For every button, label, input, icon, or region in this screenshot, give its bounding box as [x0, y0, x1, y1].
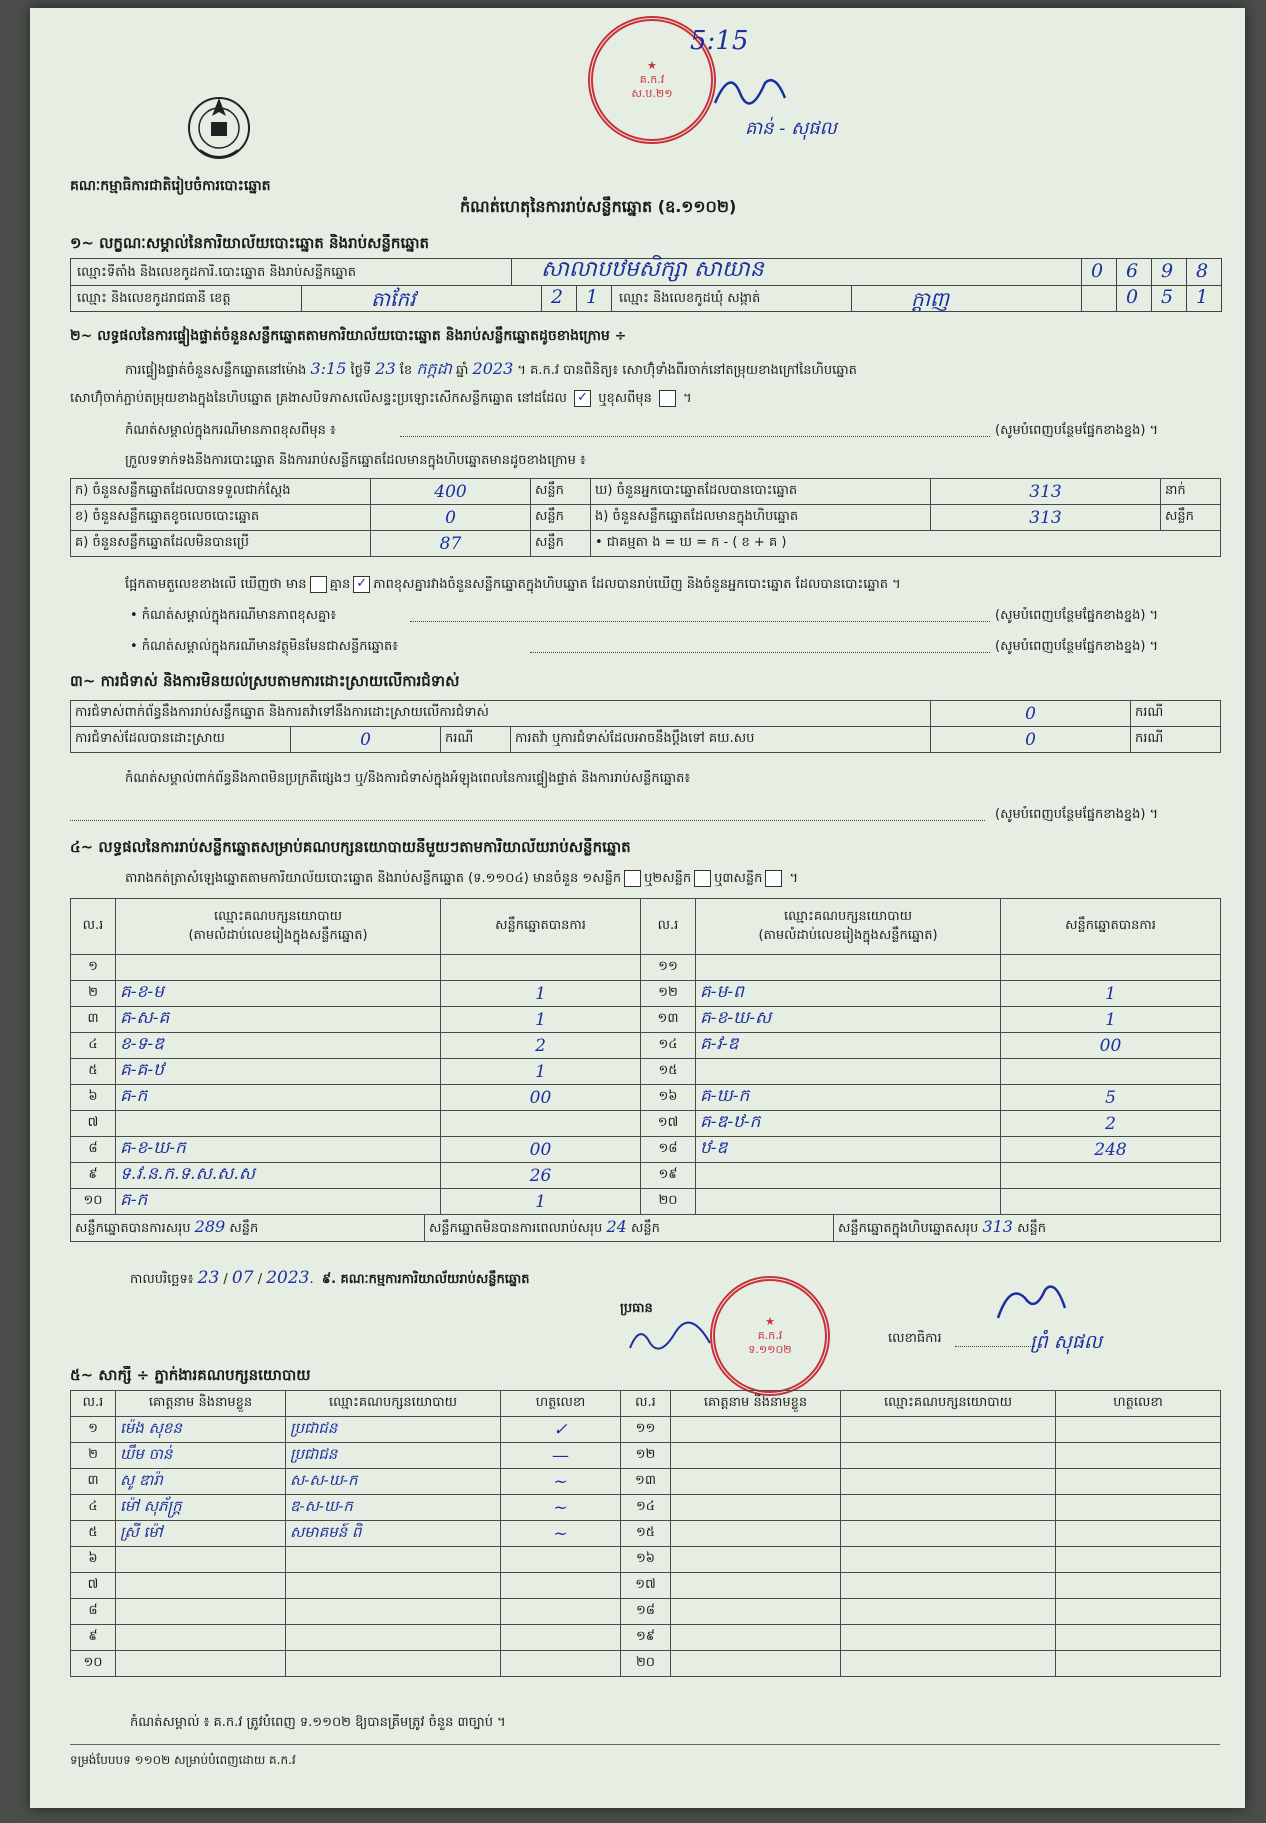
date-year: 2023: [266, 1268, 310, 1288]
party-name: [116, 1111, 441, 1137]
witness-no: ១៣: [621, 1469, 671, 1495]
party-no: ៧: [71, 1111, 116, 1137]
row-b-value: 0: [371, 505, 531, 531]
party-name: [696, 1059, 1001, 1085]
party-name: គ-ក: [116, 1189, 441, 1215]
district-code-1: 2: [551, 286, 564, 308]
witness-no: ២: [71, 1443, 116, 1469]
party-row: [71, 1111, 1221, 1137]
form-sheet: [30, 8, 1245, 1808]
witness-no: ១១: [621, 1417, 671, 1443]
party-votes: 1: [1001, 1007, 1221, 1033]
witness-no: ១: [71, 1417, 116, 1443]
witness-no: ៨: [71, 1599, 116, 1625]
row-d-unit: នាក់: [1161, 479, 1221, 505]
witness-name: [671, 1521, 841, 1547]
party-votes: [1001, 1189, 1221, 1215]
witness-sign: [1056, 1625, 1221, 1651]
col-no-header: ល.រ: [641, 899, 696, 955]
row-a-unit: សន្លឹក: [531, 479, 591, 505]
district-value: តាកែវ: [371, 287, 416, 311]
witness-name: [671, 1599, 841, 1625]
secretary-signature-icon: [990, 1278, 1070, 1328]
witness-party: [286, 1599, 501, 1625]
w-col-name: គោត្តនាម និងនាមខ្លួន: [116, 1391, 286, 1417]
witness-name: [671, 1469, 841, 1495]
objection-appeal-label: ការតវ៉ា ឬការជំទាស់ដែលអាចនឹងប្តឹងទៅ គឃ.សប: [511, 727, 931, 753]
witness-sign: [501, 1599, 621, 1625]
witness-body: [71, 1417, 1221, 1677]
party-no: ១: [71, 955, 116, 981]
witness-row: [71, 1573, 1221, 1599]
secretary-label: លេខាធិការ: [888, 1331, 942, 1346]
bullet1: • កំណត់សម្គាល់ក្នុងករណីមានភាពខុសគ្នា៖: [130, 608, 337, 623]
witness-no: ១៨: [621, 1599, 671, 1625]
party-name: គ-ខ-ឃ-ក: [116, 1137, 441, 1163]
formula-text: • ជាគម្មតា ង = ឃ = ក - ( ខ + គ ): [591, 531, 1221, 557]
witness-sign: [1056, 1599, 1221, 1625]
result-intro: ក្រួលទទាក់ទងនឹងការបោះឆ្នោត និងការរាប់សន្លឹកឆ្នោតដែលមានក្នុងហិបឆ្នោតមានដូចខាងក្រោម ៖: [125, 453, 586, 468]
witness-name: [671, 1417, 841, 1443]
has-diff-checkbox[interactable]: [310, 576, 327, 593]
totals-row: សន្លឹកឆ្នោតបានការសរុប 289 សន្លឹក សន្លឹកឆ្នោតមិនបានការពេលរាប់សរុប 24 សន្លឹក សន្លឹកឆ្នោតក្នុងហិបឆ្នោតសរុប 313 សន្លឹក: [71, 1215, 1221, 1242]
party-votes: 248: [1001, 1137, 1221, 1163]
witness-row: [71, 1469, 1221, 1495]
witness-sign: [1056, 1547, 1221, 1573]
party-votes: 00: [1001, 1033, 1221, 1059]
section2-title: ២~ លទ្ធផលនៃការផ្ទៀងផ្ទាត់ចំនួនសន្លឹកឆ្នោតតាមការិយាល័យបោះឆ្នោត និងរាប់សន្លឹកឆ្នោតដូចខាងក្រោម ÷: [70, 328, 627, 344]
section1-title: ១~ លក្ខណៈសម្គាល់នៃការិយាល័យបោះឆ្នោត និងរាប់សន្លឹកឆ្នោត: [70, 234, 430, 252]
party-row: [71, 1163, 1221, 1189]
polling-code-2: 6: [1126, 260, 1139, 282]
party-row: [71, 1137, 1221, 1163]
witness-party: [286, 1651, 501, 1677]
party-no: ១៧: [641, 1111, 696, 1137]
footer-form-id: ទម្រង់បែបបទ ១១០២ សម្រាប់បំពេញដោយ គ.ក.វ: [70, 1753, 296, 1767]
party-name: ទ.វ.ន.ក.ទ.ស.ស.ស: [116, 1163, 441, 1189]
witness-name: [671, 1651, 841, 1677]
official-stamp-top: ★ គ.ក.វ ស.ប.២១: [588, 16, 716, 144]
party-votes: 5: [1001, 1085, 1221, 1111]
party-no: ៣: [71, 1007, 116, 1033]
witness-row: [71, 1651, 1221, 1677]
w-col-party: ឈ្មោះគណបក្សនយោបាយ: [841, 1391, 1056, 1417]
col-party-header: ឈ្មោះគណបក្សនយោបាយ (តាមលំដាប់លេខរៀងក្នុងសន្លឹកឆ្នោត): [696, 899, 1001, 955]
date-month: 07: [231, 1268, 254, 1288]
party-row: [71, 1085, 1221, 1111]
handwritten-note: គាន់ - សុផល: [745, 118, 837, 139]
objection-table: [70, 700, 1221, 753]
note1-tail: (សូមបំពេញបន្ថែមផ្នែកខាងខ្នង) ។: [995, 423, 1159, 438]
witness-sign: [501, 1651, 621, 1677]
section2-line2: សោហ៊ុំចាក់ភ្ជាប់តម្រុយខាងក្នុងនៃហិបឆ្នោត គ្រងាសបិទភាសលើសន្ទះប្រឡោះសើកសន្លឹកឆ្នោត នៅដដែល ✓ ឬខុសពីមុន ។: [70, 390, 692, 406]
witness-no: ៦: [71, 1547, 116, 1573]
party-no: ១៨: [641, 1137, 696, 1163]
witness-name: [671, 1443, 841, 1469]
witness-name: [116, 1547, 286, 1573]
witness-party: [286, 1547, 501, 1573]
party-no: ៨: [71, 1137, 116, 1163]
objection-appeal-value: 0: [931, 727, 1131, 753]
section1-box: [70, 258, 1222, 312]
witness-name: ម៉េង សុខន: [116, 1417, 286, 1443]
district-code-2: 1: [586, 286, 599, 308]
party-no: ១៤: [641, 1033, 696, 1059]
party-name: [116, 955, 441, 981]
witness-name: [671, 1625, 841, 1651]
witness-no: ២០: [621, 1651, 671, 1677]
section4-intro: តារាងកត់ត្រាសំឡេងឆ្នោតតាមការិយាល័យបោះឆ្នោត និងរាប់សន្លឹកឆ្នោត (ទ.១១០៤) មានចំនួន ១សន្លឹក ឬ២សន្លឹក ឬ៣សន្លឹក ។: [125, 871, 799, 886]
witness-party: ឌ-ស-ឃ-ក: [286, 1495, 501, 1521]
col-party-header: ឈ្មោះគណបក្សនយោបាយ (តាមលំដាប់លេខរៀងក្នុងសន្លឹកឆ្នោត): [116, 899, 441, 955]
total-box: 313: [982, 1217, 1013, 1236]
witness-row: [71, 1625, 1221, 1651]
witness-party: [841, 1495, 1056, 1521]
witness-no: ១៦: [621, 1547, 671, 1573]
party-votes: [1001, 1059, 1221, 1085]
official-stamp-committee: ★ គ.ក.វ ទ.១១០២: [710, 1276, 830, 1396]
witness-name: [671, 1547, 841, 1573]
witness-sign: [1056, 1573, 1221, 1599]
witness-party: [841, 1417, 1056, 1443]
row-c-unit: សន្លឹក: [531, 531, 591, 557]
party-votes: 1: [441, 1007, 641, 1033]
party-name: ឋ-ឌ: [696, 1137, 1001, 1163]
witness-party: [841, 1469, 1056, 1495]
witness-name: សូ ឌារ៉ា: [116, 1469, 286, 1495]
witness-party: [841, 1521, 1056, 1547]
row-e-unit: សន្លឹក: [1161, 505, 1221, 531]
section3-title: ៣~ ការជំទាស់ និងការមិនយល់ស្របតាមការដោះស្រាយលើការជំទាស់: [70, 672, 460, 690]
commune-code-1: 0: [1126, 286, 1139, 308]
witness-party: ប្រជាជន: [286, 1417, 501, 1443]
row-b-label: ខ) ចំនួនសន្លឹកឆ្នោតខូចលេចបោះឆ្នោត: [71, 505, 371, 531]
total-valid: 289: [194, 1217, 226, 1236]
footer-note: កំណត់សម្គាល់ ៖ គ.ក.វ ត្រូវបំពេញ ទ.១១០២ ឱ្យបានត្រឹមត្រូវ ចំនួន ៣ច្បាប់ ។: [130, 1715, 506, 1730]
polling-code-3: 9: [1161, 260, 1174, 282]
org-name: គណៈកម្មាធិការជាតិរៀបចំការបោះឆ្នោត: [70, 178, 271, 194]
witness-party: សមាគមន៍ ពិ: [286, 1521, 501, 1547]
party-row: [71, 981, 1221, 1007]
w-col-party: ឈ្មោះគណបក្សនយោបាយ: [286, 1391, 501, 1417]
row-b-unit: សន្លឹក: [531, 505, 591, 531]
party-no: ៤: [71, 1033, 116, 1059]
party-name: គ-ក: [116, 1085, 441, 1111]
commune-label: ឈ្មោះ និងលេខកូដឃុំ សង្កាត់: [619, 291, 761, 306]
same-checkbox[interactable]: ✓: [574, 390, 591, 407]
ballot-row: [71, 505, 1221, 531]
section5-title: ៥~ សាក្សី ÷ ភ្នាក់ងារគណបក្សនយោបាយ: [70, 1366, 311, 1384]
party-name: [696, 955, 1001, 981]
witness-row: [71, 1521, 1221, 1547]
party-name: គ-ខ-ឃ-ស: [696, 1007, 1001, 1033]
witness-table: [70, 1390, 1221, 1677]
witness-sign: [501, 1625, 621, 1651]
witness-party: [286, 1625, 501, 1651]
polling-label: ឈ្មោះទីតាំង និងលេខកូដការិ.បោះឆ្នោត និងរាប់សន្លឹកឆ្នោត: [77, 265, 356, 280]
row-c-value: 87: [371, 531, 531, 557]
witness-no: ១០: [71, 1651, 116, 1677]
party-row: [71, 1033, 1221, 1059]
party-votes: [1001, 955, 1221, 981]
party-no: ៩: [71, 1163, 116, 1189]
date-line: កាលបរិច្ឆេទ៖ 23 / 07 / 2023. ៩. គណៈកម្មការការិយាល័យរាប់សន្លឹកឆ្នោត: [130, 1268, 530, 1288]
witness-name: [116, 1599, 286, 1625]
party-row: [71, 1059, 1221, 1085]
witness-party: [841, 1547, 1056, 1573]
party-row: [71, 955, 1221, 981]
chair-label: ប្រធាន: [620, 1301, 653, 1316]
bullet2-tail: (សូមបំពេញបន្ថែមផ្នែកខាងខ្នង) ។: [995, 639, 1159, 654]
witness-sign: [501, 1547, 621, 1573]
bullet1-tail: (សូមបំពេញបន្ថែមផ្នែកខាងខ្នង) ។: [995, 608, 1159, 623]
objection-row1-unit: ករណី: [1131, 701, 1221, 727]
witness-sign: ✓: [501, 1417, 621, 1443]
commune-code-3: 1: [1196, 286, 1209, 308]
witness-name: ស្រី ម៉ៅ: [116, 1521, 286, 1547]
party-no: ៦: [71, 1085, 116, 1111]
party-no: ១៣: [641, 1007, 696, 1033]
section4-title: ៤~ លទ្ធផលនៃការរាប់សន្លឹកឆ្នោតសម្រាប់គណបក្សនយោបាយនីមួយៗតាមការិយាល័យរាប់សន្លឹកឆ្នោត: [70, 838, 631, 856]
witness-sign: [1056, 1521, 1221, 1547]
party-votes: 26: [441, 1163, 641, 1189]
witness-sign: [501, 1573, 621, 1599]
witness-no: ១៧: [621, 1573, 671, 1599]
party-votes: 1: [1001, 981, 1221, 1007]
changed-checkbox[interactable]: [659, 390, 676, 407]
witness-sign: ~: [501, 1521, 621, 1547]
party-votes: 00: [441, 1137, 641, 1163]
party-no: ១១: [641, 955, 696, 981]
witness-name: [116, 1625, 286, 1651]
party-name: ខ-ទ-ឌ: [116, 1033, 441, 1059]
section3-note-tail: (សូមបំពេញបន្ថែមផ្នែកខាងខ្នង) ។: [995, 807, 1159, 822]
polling-code-1: 0: [1091, 260, 1104, 282]
bullet2: • កំណត់សម្គាល់ក្នុងករណីមានវត្ថុមិនមែនជាសន្លឹកឆ្នោត៖: [130, 639, 398, 654]
emblem-icon: [180, 86, 258, 168]
party-votes: 1: [441, 1189, 641, 1215]
witness-no: ១៩: [621, 1625, 671, 1651]
sheet3-checkbox[interactable]: [765, 870, 782, 887]
signature-top-icon: [710, 63, 790, 118]
witness-no: ៤: [71, 1495, 116, 1521]
note1: កំណត់សម្គាល់ក្នុងករណីមានភាពខុសពីមុន ៖: [125, 423, 336, 438]
party-row: [71, 1007, 1221, 1033]
form-title: កំណត់ហេតុនៃការរាប់សន្លឹកឆ្នោត (ឧ.១១០២): [460, 197, 737, 216]
polling-value: សាលាបឋមសិក្សា សាយាន: [541, 257, 764, 282]
witness-name: ម៉ៅ សុភ័ក្ត្រ: [116, 1495, 286, 1521]
witness-row: [71, 1599, 1221, 1625]
polling-code-4: 8: [1196, 260, 1209, 282]
witness-sign: ~: [501, 1495, 621, 1521]
witness-sign: ~: [501, 1469, 621, 1495]
party-votes: 2: [441, 1033, 641, 1059]
witness-party: [841, 1625, 1056, 1651]
party-name: គ-វ-ឌ: [696, 1033, 1001, 1059]
party-votes-body: [71, 955, 1221, 1215]
party-votes: 1: [441, 981, 641, 1007]
witness-sign: [1056, 1495, 1221, 1521]
district-label: ឈ្មោះ និងលេខកូដរាជធានី ខេត្ត: [77, 291, 231, 306]
witness-party: [841, 1573, 1056, 1599]
witness-no: ១៤: [621, 1495, 671, 1521]
witness-row: [71, 1495, 1221, 1521]
row-d-label: ឃ) ចំនួនអ្នកបោះឆ្នោតដែលបានបោះឆ្នោត: [591, 479, 931, 505]
witness-sign: [1056, 1651, 1221, 1677]
row-a-value: 400: [371, 479, 531, 505]
witness-name: [116, 1651, 286, 1677]
party-votes: 00: [441, 1085, 641, 1111]
objection-row1-value: 0: [931, 701, 1131, 727]
row-d-value: 313: [931, 479, 1161, 505]
objection-row2-unit: ករណី: [441, 727, 511, 753]
ballot-row: [71, 531, 1221, 557]
party-no: ៥: [71, 1059, 116, 1085]
objection-row1-label: ការជំទាស់ពាក់ព័ន្ធនឹងការរាប់សន្លឹកឆ្នោត និងការតវ៉ាទៅនឹងការដោះស្រាយលើការជំទាស់: [71, 701, 931, 727]
witness-sign: —: [501, 1443, 621, 1469]
witness-no: ១៥: [621, 1521, 671, 1547]
w-col-sign: ហត្ថលេខា: [501, 1391, 621, 1417]
witness-party: [841, 1651, 1056, 1677]
party-row: [71, 1189, 1221, 1215]
total-invalid: 24: [606, 1217, 627, 1236]
party-name: [696, 1189, 1001, 1215]
party-votes-table: [70, 898, 1221, 1242]
commune-code-2: 5: [1161, 286, 1174, 308]
witness-sign: [1056, 1417, 1221, 1443]
witness-name: ឃឹម ចាន់: [116, 1443, 286, 1469]
party-votes: [1001, 1163, 1221, 1189]
w-col-sign: ហត្ថលេខា: [1056, 1391, 1221, 1417]
party-name: គ-ម-ព: [696, 981, 1001, 1007]
witness-name: [671, 1573, 841, 1599]
party-no: ១៦: [641, 1085, 696, 1111]
witness-row: [71, 1417, 1221, 1443]
w-col-no: ល.រ: [71, 1391, 116, 1417]
witness-no: ៧: [71, 1573, 116, 1599]
party-no: ១៩: [641, 1163, 696, 1189]
party-no: ២: [71, 981, 116, 1007]
sheet1-checkbox[interactable]: [624, 870, 641, 887]
witness-party: [841, 1599, 1056, 1625]
chair-signature-icon: [625, 1318, 715, 1358]
objection-row2-value: 0: [291, 727, 441, 753]
party-no: ១០: [71, 1189, 116, 1215]
witness-no: ៩: [71, 1625, 116, 1651]
witness-party: ប្រជាជន: [286, 1443, 501, 1469]
objection-appeal-unit: ករណី: [1131, 727, 1221, 753]
party-no: ១៥: [641, 1059, 696, 1085]
witness-row: [71, 1443, 1221, 1469]
ballot-row: [71, 479, 1221, 505]
row-c-label: គ) ចំនួនសន្លឹកឆ្នោតដែលមិនបានប្រើ: [71, 531, 371, 557]
row-a-label: ក) ចំនួនសន្លឹកឆ្នោតដែលបានទទួលជាក់ស្តែង: [71, 479, 371, 505]
witness-no: ១២: [621, 1443, 671, 1469]
no-diff-checkbox[interactable]: ✓: [353, 576, 370, 593]
witness-row: [71, 1547, 1221, 1573]
party-votes: [441, 955, 641, 981]
col-no-header: ល.រ: [71, 899, 116, 955]
objection-row2-label: ការជំទាស់ដែលបានដោះស្រាយ: [71, 727, 291, 753]
party-name: [696, 1163, 1001, 1189]
ballot-count-table: [70, 478, 1221, 557]
row-e-label: ង) ចំនួនសន្លឹកឆ្នោតដែលមានក្នុងហិបឆ្នោត: [591, 505, 931, 531]
witness-party: ស-ស-ឃ-ក: [286, 1469, 501, 1495]
witness-no: ៣: [71, 1469, 116, 1495]
witness-sign: [1056, 1469, 1221, 1495]
witness-name: [116, 1573, 286, 1599]
party-votes: 1: [441, 1059, 641, 1085]
w-col-no: ល.រ: [621, 1391, 671, 1417]
party-votes: 2: [1001, 1111, 1221, 1137]
party-name: គ-ខ-ម: [116, 981, 441, 1007]
witness-party: [841, 1443, 1056, 1469]
row-e-value: 313: [931, 505, 1161, 531]
col-votes-header: សន្លឹកឆ្នោតបានការ: [441, 899, 641, 955]
party-votes: [441, 1111, 641, 1137]
witness-sign: [1056, 1443, 1221, 1469]
secretary-signature-name: ព្រំ សុផល: [1030, 1331, 1103, 1353]
witness-name: [671, 1495, 841, 1521]
compare-line: ផ្អែកតាមតួលេខខាងលើ ឃើញថា មាន គ្មាន ✓ ភាពខុសគ្នារវាងចំនួនសន្លឹកឆ្នោតក្នុងហិបឆ្នោត ដែលបានរាប់ឃើញ និងចំនួនអ្នកបោះឆ្នោត ដែលបានបោះឆ្នោត ។: [125, 576, 901, 592]
witness-no: ៥: [71, 1521, 116, 1547]
party-name: គ-ឃ-ក: [696, 1085, 1001, 1111]
section2-line1: ការផ្ទៀងផ្ទាត់ចំនួនសន្លឹកឆ្នោតនៅម៉ោង 3:15 ថ្ងៃទី 23 ខែ កក្កដា ឆ្នាំ 2023 ។ គ.ក.វ បានពិនិត្យ៖ សោហ៊ុំទាំងពីរចាក់នៅតម្រុយខាងក្រៅនៃហិបឆ្នោត: [125, 359, 857, 378]
handwritten-time: 5:15: [690, 26, 749, 56]
col-votes-header: សន្លឹកឆ្នោតបានការ: [1001, 899, 1221, 955]
witness-party: [286, 1573, 501, 1599]
sheet2-checkbox[interactable]: [694, 870, 711, 887]
party-name: គ-ស-គ: [116, 1007, 441, 1033]
party-no: ១២: [641, 981, 696, 1007]
party-no: ២០: [641, 1189, 696, 1215]
party-name: គ-ឌ-ឋ-ក: [696, 1111, 1001, 1137]
date-day: 23: [197, 1268, 220, 1288]
party-name: គ-គ-ឋ: [116, 1059, 441, 1085]
commune-value: ក្តាញ: [911, 287, 950, 311]
w-col-name: គោត្តនាម និងនាមខ្លួន: [671, 1391, 841, 1417]
section3-note: កំណត់សម្គាល់ពាក់ព័ន្ធនឹងភាពមិនប្រក្រតីផ្សេងៗ ឬ/និងការជំទាស់ក្នុងអំឡុងពេលនៃការផ្ទៀងផ្ទាត់ និងការរាប់សន្លឹកឆ្នោត៖: [125, 771, 691, 786]
